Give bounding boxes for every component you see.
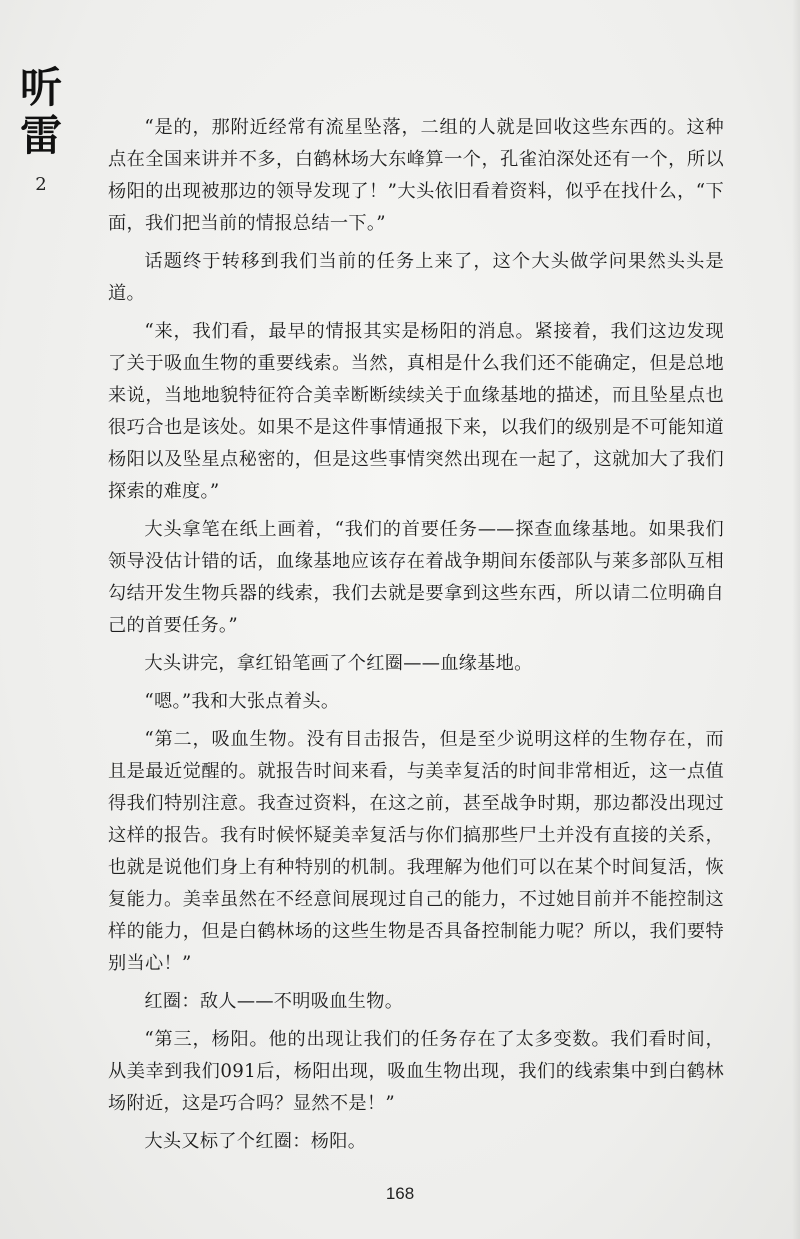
paragraph-7: “第二，吸血生物。没有目击报告，但是至少说明这样的生物存在，而且是最近觉醒的。就报告时间来看，与美幸复活的时间非常相近，这一点值得我们特别注意。我查过资料，在这之前，甚至战争时期，那边都没出现过这样的报告。我有时候怀疑美幸复活与你们搞那些尸土并没有直接的关系，也就是说他们身上有种特别的机制。我理解为他们可以在某个时间复活，恢复能力。美幸虽然在不经意间展现过自己的能力，不过她目前并不能控制这样的能力，但是白鹤林场的这些生物是否具备控制能力呢？所以，我们要特别当心！” [108, 729, 724, 974]
paragraph-9: “第三，杨阳。他的出现让我们的任务存在了太多变数。我们看时间，从美幸到我们091后，杨阳出现，吸血生物出现，我们的线索集中到白鹤林场附近，这是巧合吗？显然不是！” [108, 1029, 724, 1114]
body-text [108, 112, 724, 1164]
paragraph-1: “是的，那附近经常有流星坠落，二组的人就是回收这些东西的。这种点在全国来讲并不多，白鹤林场大东峰算一个，孔雀泊深处还有一个，所以杨阳的出现被那边的领导发现了！”大头依旧看着资料，似乎在找什么，“下面，我们把当前的情报总结一下。” [108, 117, 724, 234]
title-char-1: 听 [19, 63, 62, 112]
paragraph-8: 红圈：敌人——不明吸血生物。 [144, 991, 404, 1012]
running-title [8, 64, 74, 195]
title-char-2: 雷 [19, 111, 62, 160]
page-number: 168 [385, 1184, 415, 1203]
paragraph-6: “嗯。”我和大张点着头。 [144, 691, 340, 712]
paragraph-2: 话题终于转移到我们当前的任务上来了，这个大头做学问果然头头是道。 [108, 251, 724, 304]
paragraph-10: 大头又标了个红圈：杨阳。 [144, 1131, 367, 1152]
paragraph-5: 大头讲完，拿红铅笔画了个红圈——血缘基地。 [144, 653, 533, 674]
paragraph-3: “来，我们看，最早的情报其实是杨阳的消息。紧接着，我们这边发现了关于吸血生物的重要线索。当然，真相是什么我们还不能确定，但是总地来说，当地地貌特征符合美幸断断续续关于血缘基地的描述，而且坠星点也很巧合也是该处。如果不是这件事情通报下来，以我们的级别是不可能知道杨阳以及坠星点秘密的，但是这些事情突然出现在一起了，这就加大了我们探索的难度。” [108, 321, 724, 502]
volume-number: 2 [35, 174, 47, 195]
page-edge-shadow [792, 0, 800, 1239]
paragraph-4: 大头拿笔在纸上画着，“我们的首要任务——探查血缘基地。如果我们领导没估计错的话，血缘基地应该存在着战争期间东倭部队与莱多部队互相勾结开发生物兵器的线索，我们去就是要拿到这些东西，所以请二位明确自己的首要任务。” [108, 519, 724, 636]
